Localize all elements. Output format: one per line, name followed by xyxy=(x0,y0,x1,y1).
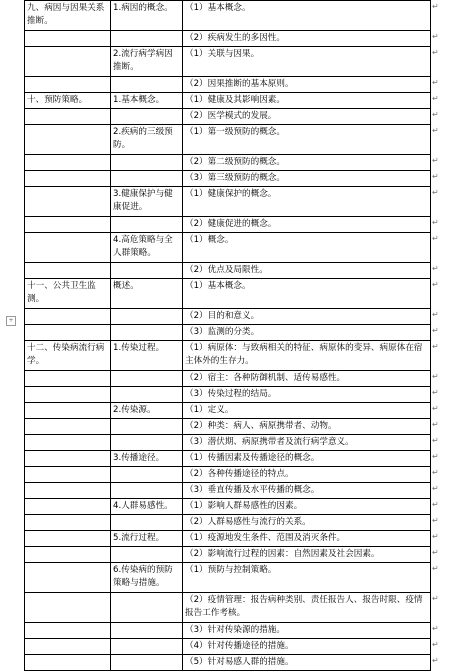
table-row xyxy=(25,325,431,341)
detail-cell[interactable]: （3）针对传染源的措施。 xyxy=(183,623,431,639)
row-end-mark-icon: ↵ xyxy=(432,109,439,119)
row-end-mark-icon: ↵ xyxy=(432,341,439,351)
unit-cell[interactable] xyxy=(111,483,183,499)
unit-cell[interactable] xyxy=(111,171,183,187)
unit-cell[interactable] xyxy=(111,371,183,387)
detail-cell[interactable]: （2）医学模式的发展。 xyxy=(183,109,431,125)
topic-cell[interactable] xyxy=(25,467,111,483)
row-end-mark-icon: ↵ xyxy=(432,263,439,273)
table-row xyxy=(25,309,431,325)
topic-cell[interactable] xyxy=(25,47,111,77)
table-row xyxy=(25,171,431,187)
table-row xyxy=(25,593,431,623)
detail-cell[interactable]: （2）因果推断的基本原则。 xyxy=(183,77,431,93)
row-end-mark-icon: ↵ xyxy=(432,77,439,87)
table-row xyxy=(25,217,431,233)
unit-cell[interactable]: 4.人群易感性。 xyxy=(111,499,183,515)
topic-cell[interactable] xyxy=(25,309,111,325)
table-row xyxy=(25,187,431,217)
row-end-mark-icon: ↵ xyxy=(432,593,439,603)
detail-cell[interactable]: （1）健康及其影响因素。 xyxy=(183,93,431,109)
unit-cell[interactable] xyxy=(111,435,183,451)
table-row xyxy=(25,233,431,263)
table-row xyxy=(25,515,431,531)
topic-cell[interactable]: 十一、公共卫生监测。 xyxy=(25,279,111,309)
row-end-mark-icon: ↵ xyxy=(432,47,439,57)
unit-cell[interactable] xyxy=(111,515,183,531)
topic-cell[interactable] xyxy=(25,639,111,655)
topic-cell[interactable]: 九、病因与因果关系推断。 xyxy=(25,1,111,31)
table-row xyxy=(25,435,431,451)
unit-cell[interactable]: 1.传染过程。 xyxy=(111,341,183,371)
table-row xyxy=(25,419,431,435)
table-row xyxy=(25,263,431,279)
unit-cell[interactable] xyxy=(111,217,183,233)
detail-cell[interactable]: （1）基本概念。 xyxy=(183,1,431,31)
table-row xyxy=(25,31,431,47)
table-row xyxy=(25,125,431,155)
unit-cell[interactable] xyxy=(111,655,183,671)
unit-cell[interactable] xyxy=(111,547,183,563)
row-end-mark-icon: ↵ xyxy=(432,531,439,541)
topic-cell[interactable] xyxy=(25,125,111,155)
table-move-handle-icon[interactable]: + xyxy=(6,316,16,326)
detail-cell[interactable]: （3）潜伏期、病原携带者及流行病学意义。 xyxy=(183,435,431,451)
topic-cell[interactable]: 十、预防策略。 xyxy=(25,93,111,109)
unit-cell[interactable]: 1.基本概念。 xyxy=(111,93,183,109)
row-end-mark-icon: ↵ xyxy=(432,125,439,135)
row-end-mark-icon: ↵ xyxy=(432,279,439,289)
table-row xyxy=(25,1,431,31)
row-end-mark-icon: ↵ xyxy=(432,623,439,633)
table-row xyxy=(25,639,431,655)
unit-cell[interactable] xyxy=(111,263,183,279)
detail-cell[interactable]: （3）垂直传播及水平传播的概念。 xyxy=(183,483,431,499)
row-end-mark-icon: ↵ xyxy=(432,419,439,429)
detail-cell[interactable]: （3）监测的分类。 xyxy=(183,325,431,341)
topic-cell[interactable] xyxy=(25,593,111,623)
topic-cell[interactable] xyxy=(25,419,111,435)
topic-cell[interactable] xyxy=(25,217,111,233)
table-row xyxy=(25,77,431,93)
unit-cell[interactable] xyxy=(111,31,183,47)
topic-cell[interactable] xyxy=(25,403,111,419)
topic-cell[interactable] xyxy=(25,171,111,187)
topic-cell[interactable] xyxy=(25,655,111,671)
row-end-mark-icon: ↵ xyxy=(432,1,439,11)
table-row xyxy=(25,623,431,639)
unit-cell[interactable]: 3.健康保护与健康促进。 xyxy=(111,187,183,217)
detail-cell[interactable]: （1）传播因素及传播途径的概念。 xyxy=(183,451,431,467)
row-end-mark-icon: ↵ xyxy=(432,387,439,397)
topic-cell[interactable] xyxy=(25,451,111,467)
detail-cell[interactable]: （1）预防与控制策略。 xyxy=(183,563,431,593)
row-end-mark-icon: ↵ xyxy=(432,93,439,103)
unit-cell[interactable] xyxy=(111,623,183,639)
row-end-mark-icon: ↵ xyxy=(432,483,439,493)
row-end-mark-icon: ↵ xyxy=(432,371,439,381)
unit-cell[interactable]: 2.传染源。 xyxy=(111,403,183,419)
detail-cell[interactable]: （2）宿主：各种防御机制、适传易感性。 xyxy=(183,371,431,387)
unit-cell[interactable] xyxy=(111,593,183,623)
unit-cell[interactable]: 4.高危策略与全人群策略。 xyxy=(111,233,183,263)
detail-cell[interactable]: （2）人群易感性与流行的关系。 xyxy=(183,515,431,531)
syllabus-table xyxy=(24,0,431,671)
topic-cell[interactable] xyxy=(25,563,111,593)
row-end-mark-icon: ↵ xyxy=(432,435,439,445)
table-row xyxy=(25,531,431,547)
detail-cell[interactable]: （1）病原体：与致病相关的特征、病原体的变异、病原体在宿主体外的生存力。 xyxy=(183,341,431,371)
unit-cell[interactable] xyxy=(111,467,183,483)
detail-cell[interactable]: （2）疾病发生的多因性。 xyxy=(183,31,431,47)
row-end-mark-icon: ↵ xyxy=(432,655,439,665)
detail-cell[interactable]: （2）影响流行过程的因素：自然因素及社会因素。 xyxy=(183,547,431,563)
topic-cell[interactable] xyxy=(25,109,111,125)
row-end-mark-icon: ↵ xyxy=(432,547,439,557)
syllabus-table-body xyxy=(25,1,431,671)
table-row xyxy=(25,109,431,125)
unit-cell[interactable] xyxy=(111,387,183,403)
row-end-mark-icon: ↵ xyxy=(432,467,439,477)
unit-cell[interactable] xyxy=(111,77,183,93)
unit-cell[interactable] xyxy=(111,309,183,325)
unit-cell[interactable]: 概述。 xyxy=(111,279,183,309)
table-row xyxy=(25,467,431,483)
row-end-mark-icon: ↵ xyxy=(432,451,439,461)
detail-cell[interactable]: （1）第一级预防的概念。 xyxy=(183,125,431,155)
detail-cell[interactable]: （2）种类：病人、病原携带者、动物。 xyxy=(183,419,431,435)
table-row xyxy=(25,563,431,593)
unit-cell[interactable]: 5.流行过程。 xyxy=(111,531,183,547)
topic-cell[interactable] xyxy=(25,435,111,451)
table-row xyxy=(25,387,431,403)
table-row xyxy=(25,483,431,499)
table-row xyxy=(25,403,431,419)
detail-cell[interactable]: （3）第三级预防的概念。 xyxy=(183,171,431,187)
topic-cell[interactable] xyxy=(25,483,111,499)
topic-cell[interactable] xyxy=(25,325,111,341)
detail-cell[interactable]: （2）第二级预防的概念。 xyxy=(183,155,431,171)
table-row xyxy=(25,341,431,371)
detail-cell[interactable]: （3）传染过程的结局。 xyxy=(183,387,431,403)
row-end-mark-icon: ↵ xyxy=(432,403,439,413)
detail-cell[interactable]: （2）优点及局限性。 xyxy=(183,263,431,279)
unit-cell[interactable] xyxy=(111,639,183,655)
table-row xyxy=(25,547,431,563)
topic-cell[interactable] xyxy=(25,623,111,639)
row-end-mark-icon: ↵ xyxy=(432,515,439,525)
unit-cell[interactable] xyxy=(111,325,183,341)
row-end-mark-icon: ↵ xyxy=(432,171,439,181)
detail-cell[interactable]: （1）基本概念。 xyxy=(183,279,431,309)
detail-cell[interactable]: （5）针对易感人群的措施。 xyxy=(183,655,431,671)
row-end-mark-icon: ↵ xyxy=(432,309,439,319)
topic-cell[interactable] xyxy=(25,263,111,279)
table-row xyxy=(25,371,431,387)
detail-cell[interactable]: （4）针对传播途径的措施。 xyxy=(183,639,431,655)
topic-cell[interactable] xyxy=(25,547,111,563)
topic-cell[interactable] xyxy=(25,155,111,171)
row-end-mark-icon: ↵ xyxy=(432,187,439,197)
topic-cell[interactable] xyxy=(25,531,111,547)
table-row xyxy=(25,499,431,515)
detail-cell[interactable]: （1）定义。 xyxy=(183,403,431,419)
topic-cell[interactable] xyxy=(25,387,111,403)
table-row xyxy=(25,47,431,77)
row-end-mark-icon: ↵ xyxy=(432,31,439,41)
row-end-mark-icon: ↵ xyxy=(432,325,439,335)
detail-cell[interactable]: （1）概念。 xyxy=(183,233,431,263)
detail-cell[interactable]: （1）健康保护的概念。 xyxy=(183,187,431,217)
table-row xyxy=(25,655,431,671)
table-row xyxy=(25,451,431,467)
detail-cell[interactable]: （2）健康促进的概念。 xyxy=(183,217,431,233)
unit-cell[interactable]: 6.传染病的预防策略与措施。 xyxy=(111,563,183,593)
topic-cell[interactable] xyxy=(25,371,111,387)
detail-cell[interactable]: （1）疫源地发生条件、范围及消灭条件。 xyxy=(183,531,431,547)
row-end-mark-icon: ↵ xyxy=(432,155,439,165)
unit-cell[interactable] xyxy=(111,419,183,435)
topic-cell[interactable] xyxy=(25,31,111,47)
unit-cell[interactable] xyxy=(111,109,183,125)
unit-cell[interactable]: 2.疾病的三级预防。 xyxy=(111,125,183,155)
table-row xyxy=(25,93,431,109)
topic-cell[interactable] xyxy=(25,77,111,93)
unit-cell[interactable] xyxy=(111,155,183,171)
unit-cell[interactable]: 1.病因的概念。 xyxy=(111,1,183,31)
row-end-mark-icon: ↵ xyxy=(432,639,439,649)
detail-cell[interactable]: （2）疫情管理：报告病种类别、责任报告人、报告时限、疫情报告工作考核。 xyxy=(183,593,431,623)
unit-cell[interactable]: 2.流行病学病因推断。 xyxy=(111,47,183,77)
row-end-mark-icon: ↵ xyxy=(432,499,439,509)
topic-cell[interactable]: 十二、传染病流行病学。 xyxy=(25,341,111,371)
topic-cell[interactable] xyxy=(25,233,111,263)
row-end-mark-icon: ↵ xyxy=(432,563,439,573)
detail-cell[interactable]: （2）目的和意义。 xyxy=(183,309,431,325)
table-row xyxy=(25,155,431,171)
detail-cell[interactable]: （2）各种传播途径的特点。 xyxy=(183,467,431,483)
topic-cell[interactable] xyxy=(25,515,111,531)
unit-cell[interactable]: 3.传播途径。 xyxy=(111,451,183,467)
table-row xyxy=(25,279,431,309)
topic-cell[interactable] xyxy=(25,499,111,515)
topic-cell[interactable] xyxy=(25,187,111,217)
detail-cell[interactable]: （1）影响人群易感性的因素。 xyxy=(183,499,431,515)
detail-cell[interactable]: （1）关联与因果。 xyxy=(183,47,431,77)
row-end-mark-icon: ↵ xyxy=(432,217,439,227)
row-end-mark-icon: ↵ xyxy=(432,233,439,243)
